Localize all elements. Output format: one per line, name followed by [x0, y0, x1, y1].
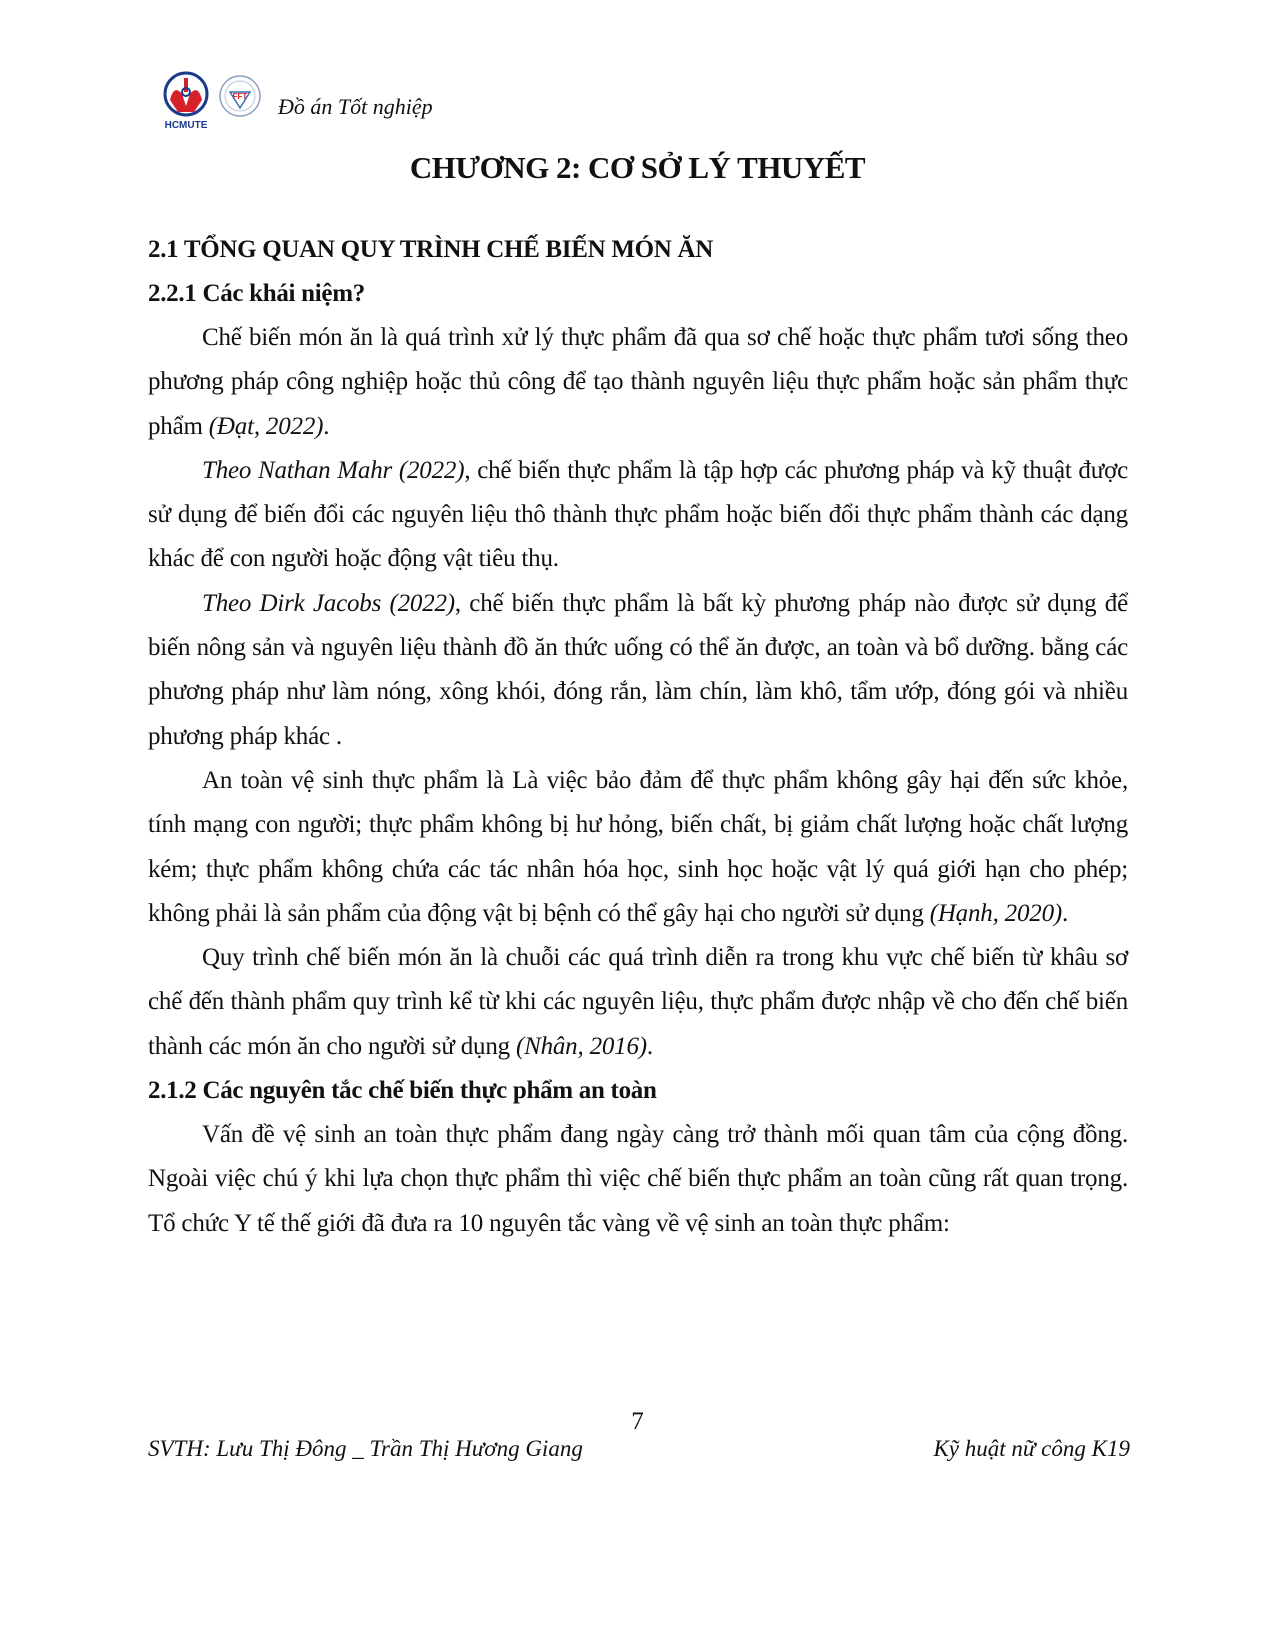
paragraph: Quy trình chế biến món ăn là chuỗi các quá trình diễn ra trong khu vực chế biến từ khâu sơ chế đến thành phẩm quy trình kể từ khi các nguyên liệu, thực phẩm được nhập về cho đến chế biến thành các món ăn cho người sử dụng (Nhân, 2016). [148, 944, 1128, 1060]
paragraph: Vấn đề vệ sinh an toàn thực phẩm đang ngày càng trở thành mối quan tâm của cộng đồng. Ngoài việc chú ý khi lựa chọn thực phẩm thì việc chế biến thực phẩm an toàn cũng rất quan trọng. Tổ chức Y tế thế giới đã đưa ra 10 nguyên tắc vàng về vệ sinh an toàn thực phẩm: [148, 1121, 1128, 1237]
citation: (Hạnh, 2020) [929, 899, 1063, 927]
document-body [148, 228, 1128, 1246]
citation: Theo Nathan Mahr (2022) [202, 456, 465, 484]
section-heading-2-1-2: 2.1.2 Các nguyên tắc chế biến thực phẩm an toàn [148, 1077, 657, 1105]
paragraph: Chế biến món ăn là quá trình xử lý thực phẩm đã qua sơ chế hoặc thực phẩm tươi sống theo phương pháp công nghiệp hoặc thủ công để tạo thành nguyên liệu thực phẩm hoặc sản phẩm thực phẩm (Đạt, 2022). [148, 324, 1128, 440]
fft-logo-icon [218, 74, 262, 118]
footer-authors: SVTH: Lưu Thị Đông _ Trần Thị Hương Giang [148, 1436, 583, 1461]
svg-text:FFT: FFT [232, 92, 248, 101]
svg-text:HCMUTE: HCMUTE [164, 120, 208, 130]
page-footer [148, 1436, 1130, 1462]
page-number: 7 [631, 1408, 644, 1435]
paragraph: An toàn vệ sinh thực phẩm là Là việc bảo đảm để thực phẩm không gây hại đến sức khỏe, tính mạng con người; thực phẩm không bị hư hỏng, biến chất, bị giảm chất lượng hoặc chất lượng kém; thực phẩm không chứa các tác nhân hóa học, sinh học hoặc vật lý quá giới hạn cho phép; không phải là sản phẩm của động vật bị bệnh có thể gây hại cho người sử dụng (Hạnh, 2020). [148, 766, 1128, 927]
citation: (Đạt, 2022) [208, 412, 324, 440]
section-heading-2-1: 2.1 TỔNG QUAN QUY TRÌNH CHẾ BIẾN MÓN ĂN [148, 236, 713, 263]
chapter-title: CHƯƠNG 2: CƠ SỞ LÝ THUYẾT [409, 150, 866, 185]
paragraph: Theo Nathan Mahr (2022), chế biến thực phẩm là tập hợp các phương pháp và kỹ thuật được sử dụng để biến đổi các nguyên liệu thô thành thực phẩm hoặc biến đổi thực phẩm thành các dạng khác để con người hoặc động vật tiêu thụ. [148, 456, 1128, 573]
page-header [160, 70, 433, 130]
citation: (Nhân, 2016) [515, 1032, 647, 1060]
hcmute-logo-icon [160, 70, 212, 130]
citation: Theo Dirk Jacobs (2022) [202, 589, 455, 617]
section-heading-2-2-1: 2.2.1 Các khái niệm? [148, 280, 365, 307]
footer-program: Kỹ huật nữ công K19 [933, 1436, 1130, 1461]
header-title: Đồ án Tốt nghiệp [278, 94, 433, 119]
paragraph: Theo Dirk Jacobs (2022), chế biến thực phẩm là bất kỳ phương pháp nào được sử dụng để biến nông sản và nguyên liệu thành đồ ăn thức uống có thể ăn được, an toàn và bổ dưỡng. bằng các phương pháp như làm nóng, xông khói, đóng rắn, làm chín, làm khô, tẩm ướp, đóng gói và nhiều phương pháp khác . [148, 589, 1128, 750]
